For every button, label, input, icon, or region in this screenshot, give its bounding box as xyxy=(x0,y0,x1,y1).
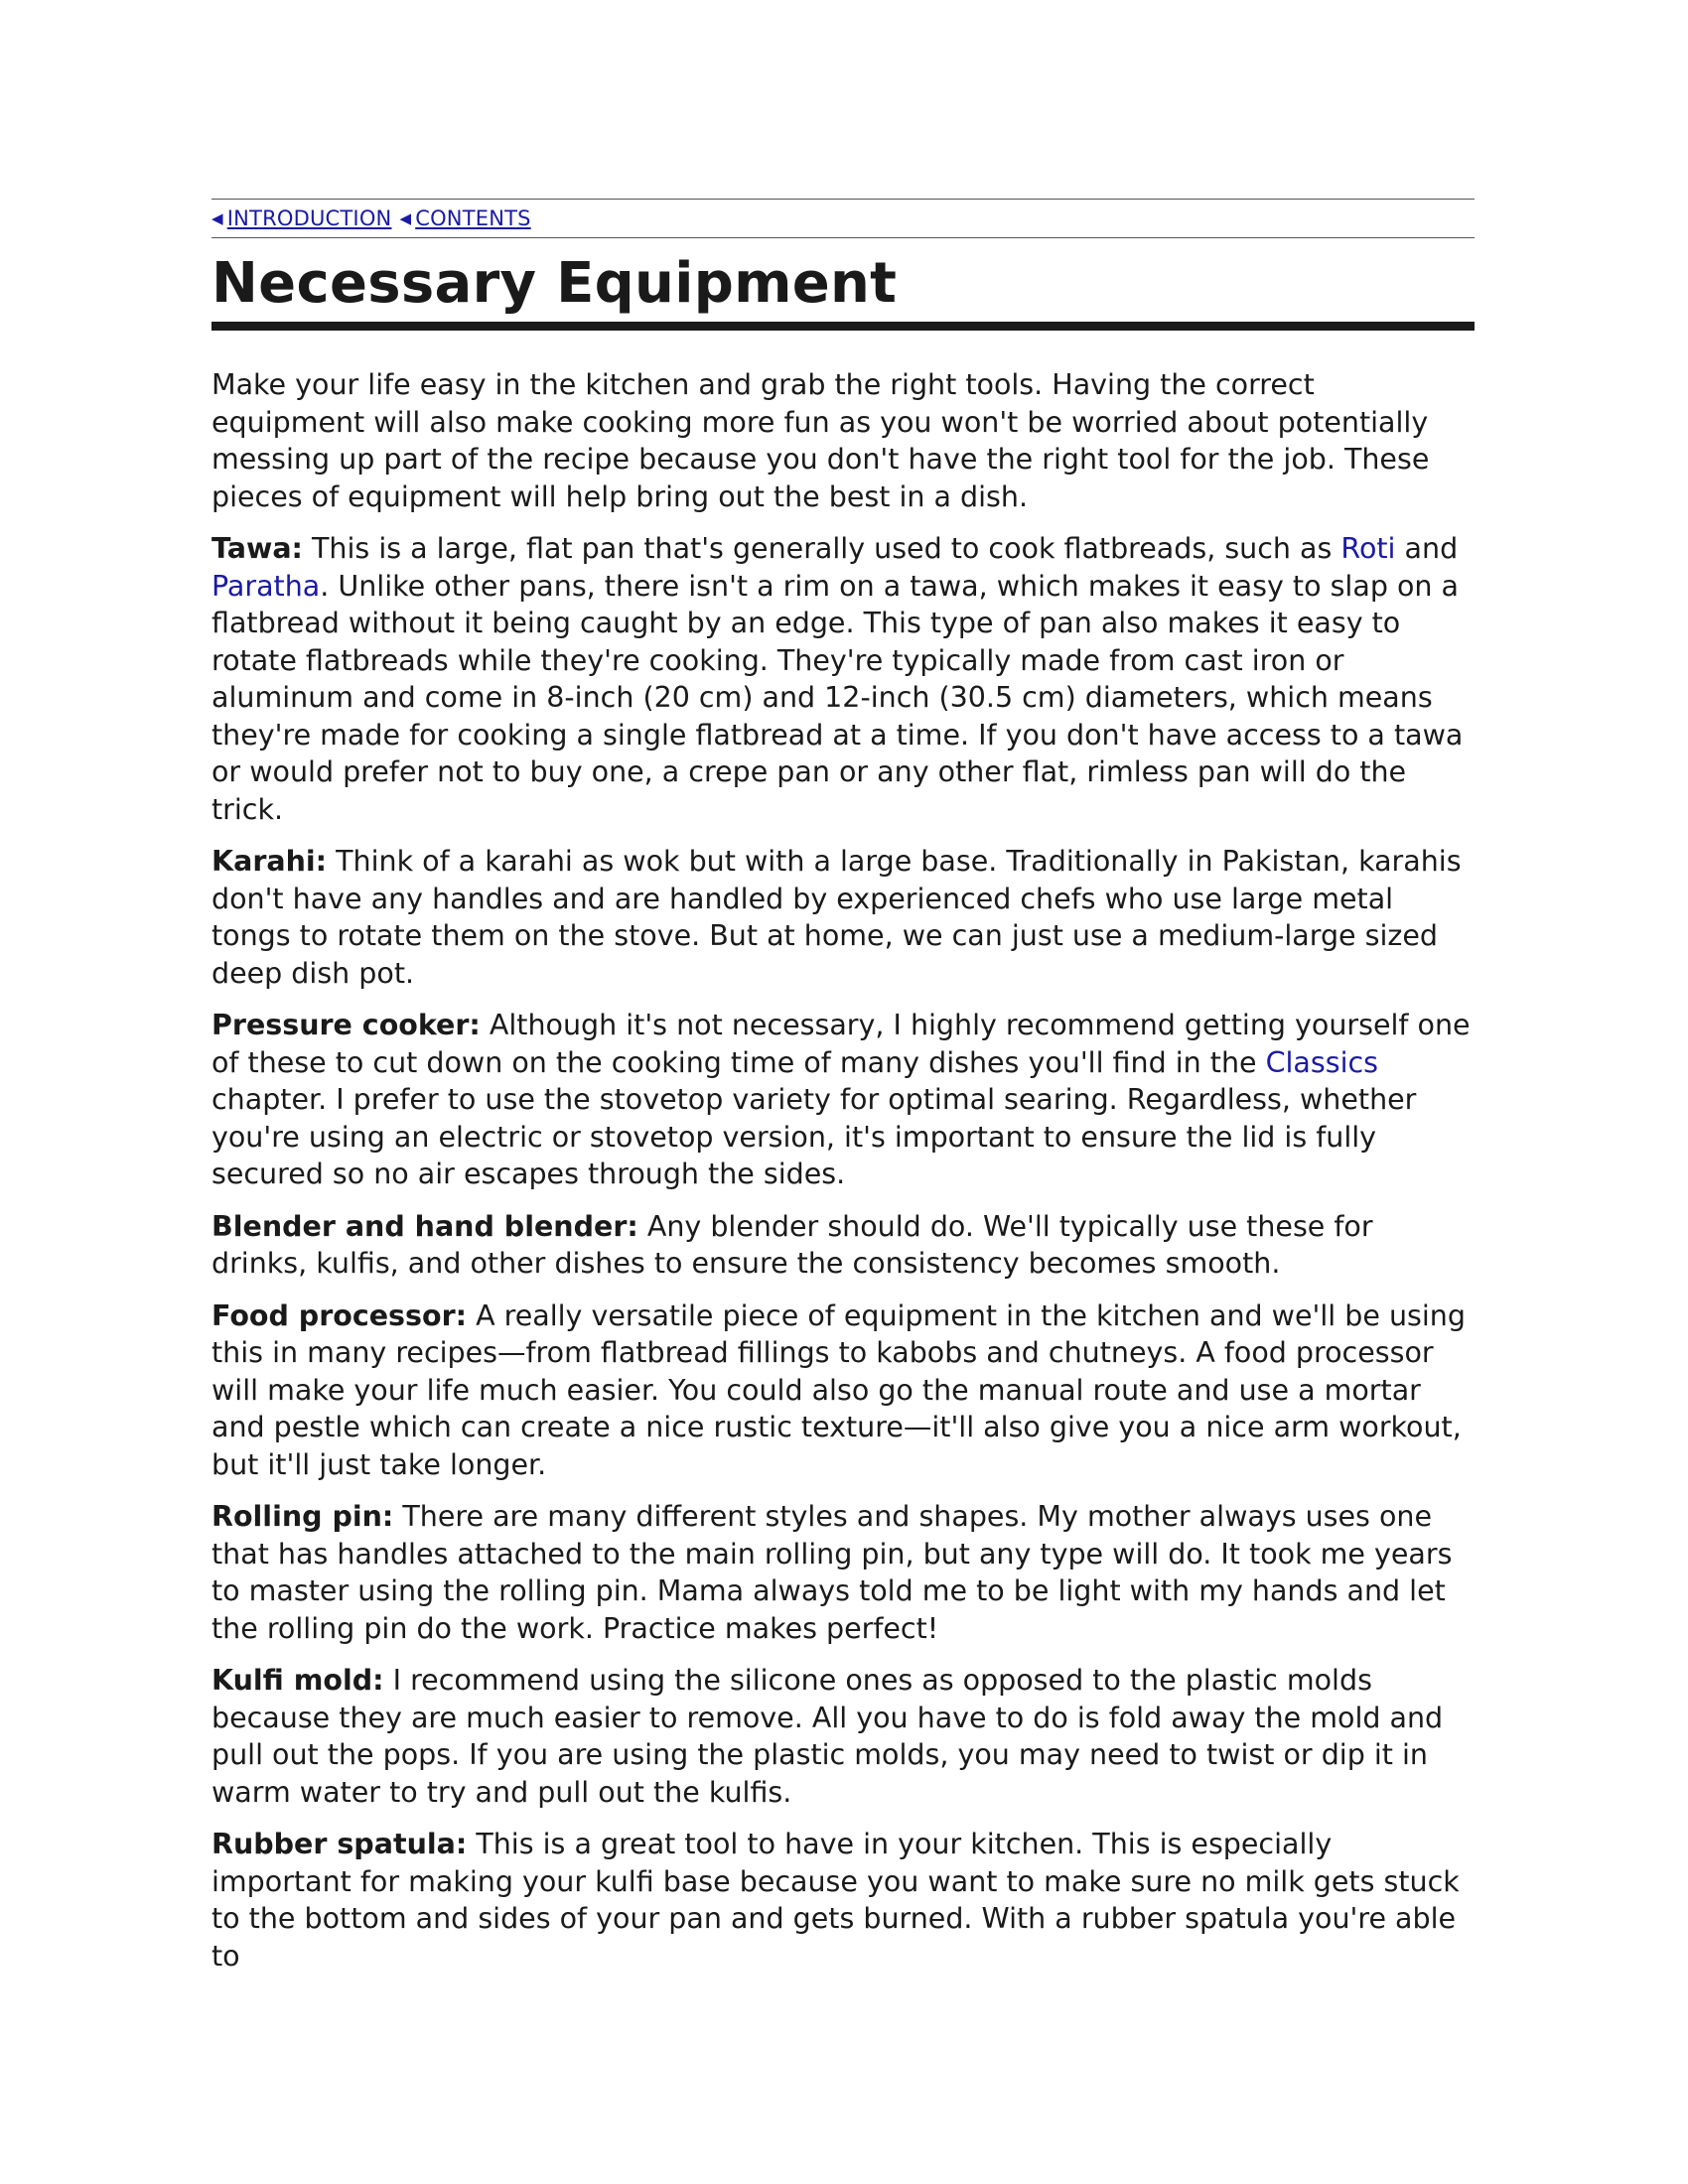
paragraph-text: I recommend using the silicone ones as opposed to the plastic molds because they are much easier to remove. All you have to do is fold away the mold and pull out the pops. If you are using the plastic molds, you may need to twist or dip it in warm water to try and pull out the kulfis. xyxy=(211,1664,1444,1809)
paragraph-text: Any blender should do. We'll typically use these for drinks, kulfis, and other dishes to ensure the consistency becomes smooth. xyxy=(211,1209,1373,1281)
introduction-link[interactable]: INTRODUCTION xyxy=(226,206,392,230)
term-label: Food processor: xyxy=(211,1298,468,1332)
kulfi-mold-paragraph xyxy=(211,1662,1475,1811)
rolling-pin-paragraph xyxy=(211,1498,1475,1647)
term-label: Tawa: xyxy=(211,532,303,566)
classics-link[interactable]: Classics xyxy=(1265,1045,1379,1079)
paragraph-text: This is a great tool to have in your kitchen. This is especially important for making your kulfi base because you want to make sure no milk gets stuck to the bottom and sides of your pan and gets burned. With a rubber spatula you're able to xyxy=(211,1828,1460,1973)
intro-paragraph: Make your life easy in the kitchen and grab the right tools. Having the correct equipment will also make cooking more fun as you won't be worried about potentially messing up part of the recipe because you don't have the right tool for the job. These pieces of equipment will help bring out the best in a dish. xyxy=(211,368,1430,513)
article-body xyxy=(211,366,1475,1975)
term-label: Karahi: xyxy=(211,845,328,879)
paragraph-text: This is a large, flat pan that's generally used to cook flatbreads, such as xyxy=(302,532,1341,566)
breadcrumb xyxy=(211,199,1475,238)
roti-link[interactable]: Roti xyxy=(1340,532,1396,566)
paragraph-text: Think of a karahi as wok but with a large base. Traditionally in Pakistan, karahis don't have any handles and are handled by experienced chefs who use large metal tongs to rotate them on the stove. But at home, we can just use a medium-large sized deep dish pot. xyxy=(211,845,1462,990)
term-label: Pressure cooker: xyxy=(211,1009,481,1042)
rubber-spatula-paragraph xyxy=(211,1826,1475,1975)
paragraph-text: chapter. I prefer to use the stovetop variety for optimal searing. Regardless, whether you're using an electric or stovetop version, it's important to ensure the lid is fully secured so no air escapes through the sides. xyxy=(211,1083,1417,1191)
triangle-left-icon: ◀ xyxy=(211,209,223,227)
food-processor-paragraph xyxy=(211,1297,1475,1484)
paragraph-text: There are many different styles and shapes. My mother always uses one that has handles attached to the main rolling pin, but any type will do. It took me years to master using the rolling pin. Mama always told me to be light with my hands and let the rolling pin do the work. Practice makes perfect! xyxy=(211,1500,1453,1645)
paratha-link[interactable]: Paratha xyxy=(211,569,321,603)
tawa-paragraph xyxy=(211,530,1475,828)
paragraph-text: Although it's not necessary, I highly recommend getting yourself one of these to cut down on the cooking time of many dishes you'll find in the xyxy=(211,1009,1471,1079)
paragraph-text: . Unlike other pans, there isn't a rim on a tawa, which makes it easy to slap on a flatbread without it being caught by an edge. This type of pan also makes it easy to rotate flatbreads while they're cooking. They're typically made from cast iron or aluminum and come in 8-inch (20 cm) and 12-inch (30.5 cm) diameters, which means they're made for cooking a single flatbread at a time. If you don't have access to a tawa or would prefer not to buy one, a crepe pan or any other flat, rimless pan will do the trick. xyxy=(211,569,1464,826)
pressure-cooker-paragraph xyxy=(211,1007,1475,1193)
term-label: Kulfi mold: xyxy=(211,1664,384,1698)
triangle-left-icon: ◀ xyxy=(399,209,412,227)
term-label: Rolling pin: xyxy=(211,1500,394,1534)
paragraph-text: A really versatile piece of equipment in the kitchen and we'll be using this in many recipes—from flatbread fillings to kabobs and chutneys. A food processor will make your life much easier. You could also go the manual route and use a mortar and pestle which can create a nice rustic texture—it'll also give you a nice arm workout, but it'll just take longer. xyxy=(211,1298,1466,1481)
paragraph-text: and xyxy=(1395,532,1459,566)
document-content xyxy=(211,199,1475,1989)
blender-paragraph xyxy=(211,1208,1475,1283)
term-label: Rubber spatula: xyxy=(211,1828,468,1861)
contents-link[interactable]: CONTENTS xyxy=(415,206,531,230)
page-title: Necessary Equipment xyxy=(211,252,1475,331)
term-label: Blender and hand blender: xyxy=(211,1209,638,1243)
karahi-paragraph xyxy=(211,843,1475,992)
